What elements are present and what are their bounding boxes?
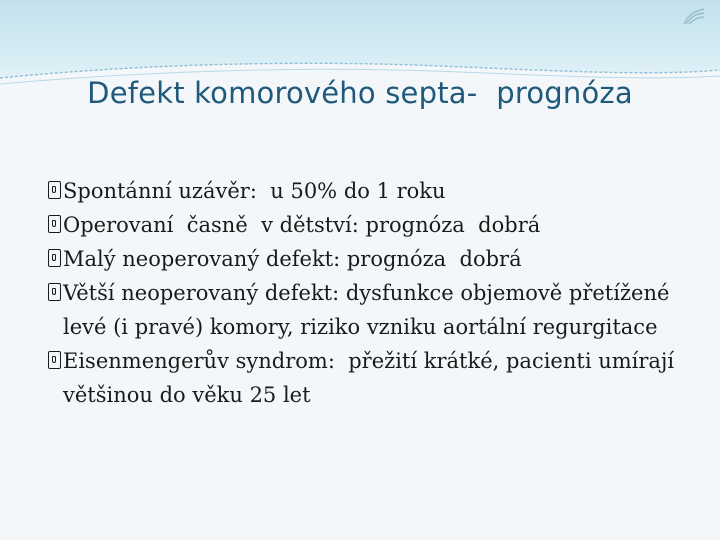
bullet-marker-icon: [48, 181, 61, 199]
bullet-marker-icon: [48, 283, 61, 301]
bullet-text: Operovaní časně v dětství: prognóza dobrá: [63, 213, 541, 237]
page-title: Defekt komorového septa- prognóza: [87, 76, 633, 110]
list-item: [48, 174, 708, 208]
bullet-marker-icon: [48, 215, 61, 233]
bullet-list: [48, 174, 708, 412]
list-item: [48, 276, 708, 344]
bullet-text: Spontánní uzávěr: u 50% do 1 roku: [63, 179, 446, 203]
list-item: [48, 344, 708, 412]
bullet-marker-icon: [48, 351, 61, 369]
bullet-marker-icon: [48, 249, 61, 267]
corner-ornament-icon: [682, 6, 706, 26]
list-item: [48, 208, 708, 242]
bullet-text: Eisenmengerův syndrom: přežití krátké, pacienti umírají většinou do věku 25 let: [63, 349, 681, 407]
list-item: [48, 242, 708, 276]
bullet-text: Malý neoperovaný defekt: prognóza dobrá: [63, 247, 522, 271]
bullet-text: Větší neoperovaný defekt: dysfunkce objemově přetížené levé (i pravé) komory, riziko vzniku aortální regurgitace: [63, 281, 677, 339]
